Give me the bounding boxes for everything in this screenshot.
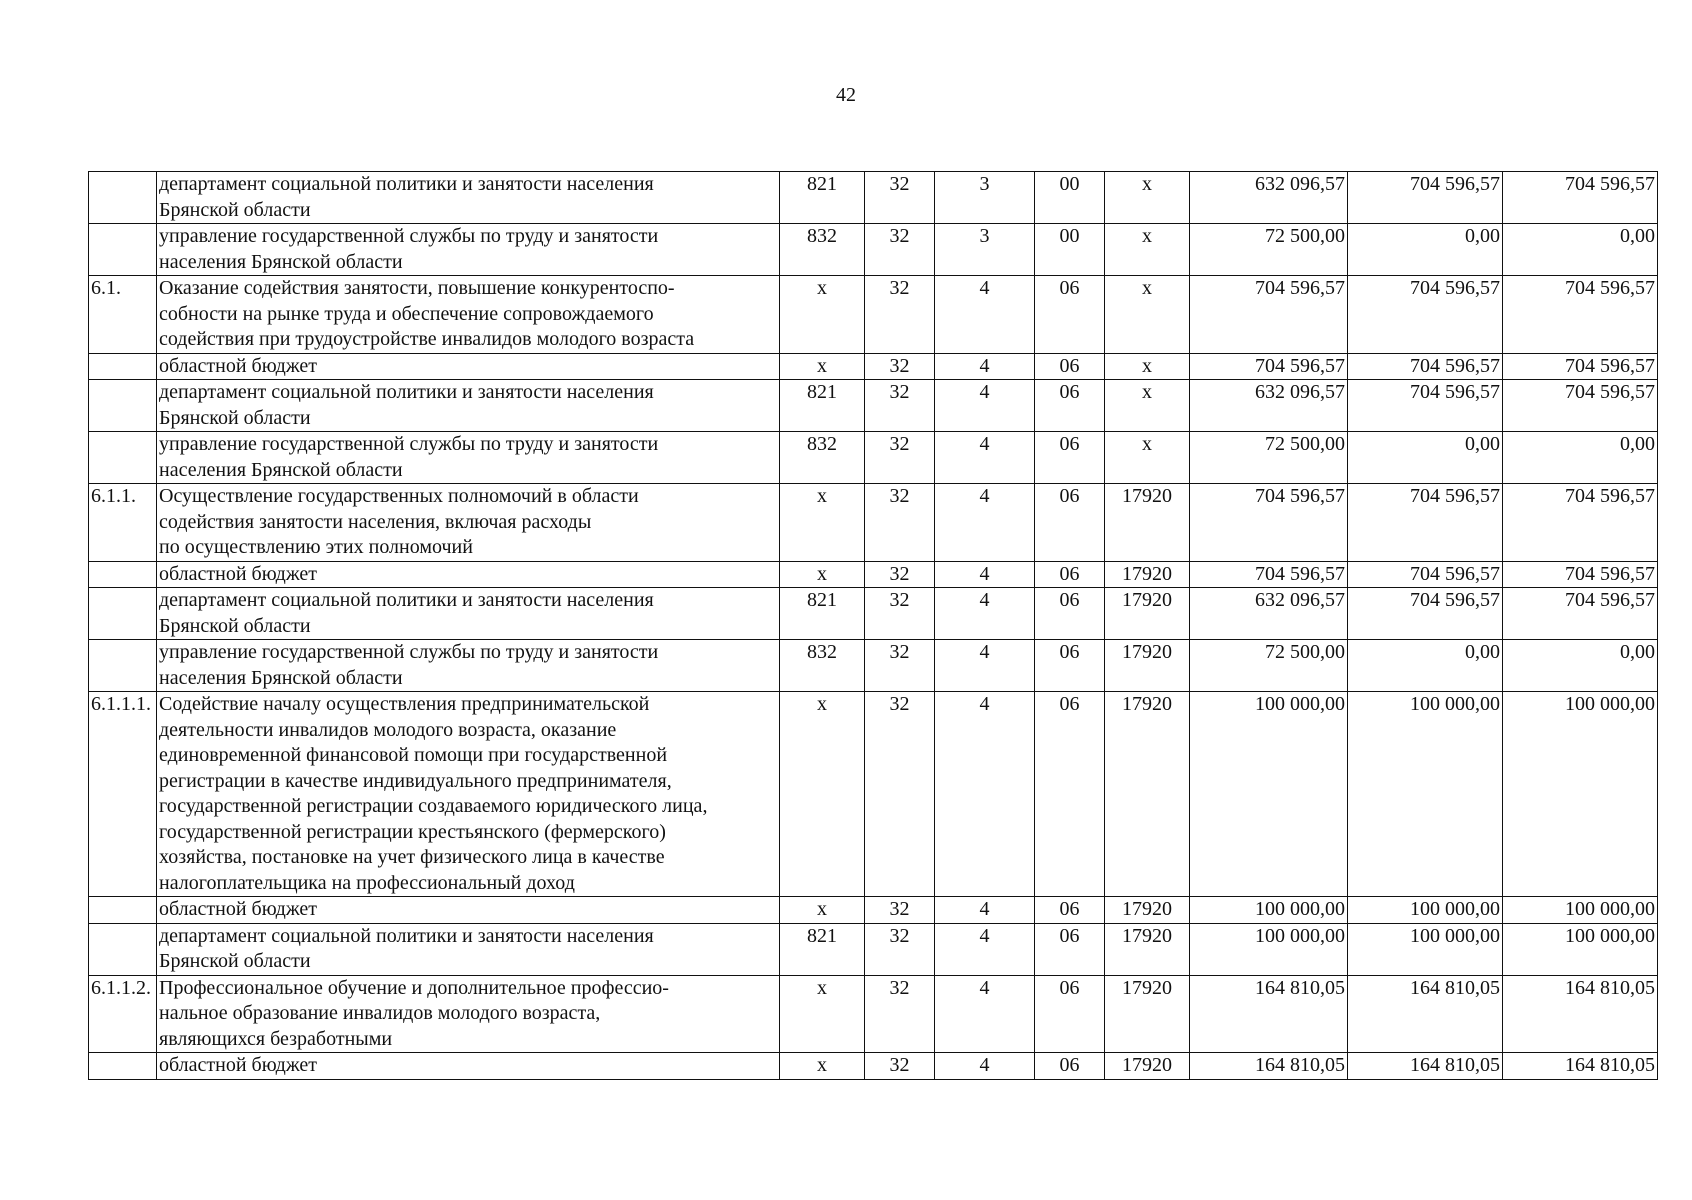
row-number-cell: 6.1.1.1. — [89, 692, 157, 897]
admin-code-cell: х — [780, 484, 865, 562]
row-number-cell: 6.1.1. — [89, 484, 157, 562]
direction-code-cell: х — [1105, 224, 1190, 276]
description-cell: Оказание содействия занятости, повышение конкурентоспо- собности на рынке труда и обеспечение сопровождаемого содействия при трудоустройстве инвалидов молодого возраста — [157, 276, 780, 354]
program-code-cell: 32 — [865, 1053, 935, 1080]
admin-code-cell: 832 — [780, 224, 865, 276]
direction-code-cell: х — [1105, 432, 1190, 484]
row-number-cell — [89, 561, 157, 588]
row-number-cell — [89, 432, 157, 484]
amount-year-2-cell: 100 000,00 — [1348, 692, 1503, 897]
subprogram-code-cell: 3 — [935, 172, 1035, 224]
admin-code-cell: 832 — [780, 640, 865, 692]
amount-year-3-cell: 704 596,57 — [1503, 353, 1658, 380]
amount-year-3-cell: 100 000,00 — [1503, 692, 1658, 897]
admin-code-cell: х — [780, 276, 865, 354]
table-row — [89, 172, 1658, 224]
amount-year-2-cell: 704 596,57 — [1348, 561, 1503, 588]
amount-year-3-cell: 164 810,05 — [1503, 1053, 1658, 1080]
event-code-cell: 00 — [1035, 224, 1105, 276]
subprogram-code-cell: 4 — [935, 640, 1035, 692]
subprogram-code-cell: 4 — [935, 923, 1035, 975]
table-row — [89, 380, 1658, 432]
direction-code-cell: 17920 — [1105, 975, 1190, 1053]
row-number-cell: 6.1.1.2. — [89, 975, 157, 1053]
amount-year-3-cell: 0,00 — [1503, 432, 1658, 484]
program-code-cell: 32 — [865, 224, 935, 276]
event-code-cell: 06 — [1035, 432, 1105, 484]
amount-year-3-cell: 704 596,57 — [1503, 172, 1658, 224]
subprogram-code-cell: 4 — [935, 353, 1035, 380]
row-number-cell — [89, 588, 157, 640]
subprogram-code-cell: 4 — [935, 276, 1035, 354]
amount-year-2-cell: 704 596,57 — [1348, 172, 1503, 224]
amount-year-2-cell: 704 596,57 — [1348, 380, 1503, 432]
event-code-cell: 06 — [1035, 276, 1105, 354]
subprogram-code-cell: 4 — [935, 692, 1035, 897]
admin-code-cell: 832 — [780, 432, 865, 484]
admin-code-cell: 821 — [780, 172, 865, 224]
amount-year-3-cell: 704 596,57 — [1503, 588, 1658, 640]
admin-code-cell: х — [780, 561, 865, 588]
event-code-cell: 06 — [1035, 353, 1105, 380]
direction-code-cell: х — [1105, 172, 1190, 224]
table-row — [89, 692, 1658, 897]
description-cell: департамент социальной политики и занятости населения Брянской области — [157, 588, 780, 640]
amount-year-1-cell: 704 596,57 — [1190, 561, 1348, 588]
table-row — [89, 897, 1658, 924]
subprogram-code-cell: 3 — [935, 224, 1035, 276]
row-number-cell — [89, 897, 157, 924]
program-code-cell: 32 — [865, 897, 935, 924]
direction-code-cell: 17920 — [1105, 640, 1190, 692]
amount-year-1-cell: 632 096,57 — [1190, 380, 1348, 432]
amount-year-1-cell: 72 500,00 — [1190, 432, 1348, 484]
amount-year-3-cell: 704 596,57 — [1503, 380, 1658, 432]
amount-year-2-cell: 704 596,57 — [1348, 484, 1503, 562]
amount-year-2-cell: 0,00 — [1348, 432, 1503, 484]
event-code-cell: 06 — [1035, 692, 1105, 897]
admin-code-cell: х — [780, 692, 865, 897]
event-code-cell: 06 — [1035, 484, 1105, 562]
event-code-cell: 06 — [1035, 380, 1105, 432]
amount-year-3-cell: 0,00 — [1503, 224, 1658, 276]
table-row — [89, 561, 1658, 588]
event-code-cell: 06 — [1035, 923, 1105, 975]
subprogram-code-cell: 4 — [935, 588, 1035, 640]
page-number: 42 — [836, 84, 856, 106]
budget-table — [88, 171, 1658, 1080]
direction-code-cell: 17920 — [1105, 1053, 1190, 1080]
table-row — [89, 975, 1658, 1053]
amount-year-2-cell: 704 596,57 — [1348, 353, 1503, 380]
program-code-cell: 32 — [865, 975, 935, 1053]
description-cell: областной бюджет — [157, 1053, 780, 1080]
amount-year-1-cell: 704 596,57 — [1190, 353, 1348, 380]
direction-code-cell: х — [1105, 353, 1190, 380]
program-code-cell: 32 — [865, 484, 935, 562]
direction-code-cell: х — [1105, 380, 1190, 432]
subprogram-code-cell: 4 — [935, 897, 1035, 924]
table-row — [89, 224, 1658, 276]
amount-year-1-cell: 164 810,05 — [1190, 1053, 1348, 1080]
amount-year-2-cell: 704 596,57 — [1348, 276, 1503, 354]
table-body — [89, 172, 1658, 1080]
description-cell: управление государственной службы по труду и занятости населения Брянской области — [157, 432, 780, 484]
description-cell: Осуществление государственных полномочий в области содействия занятости населения, включая расходы по осуществлению этих полномочий — [157, 484, 780, 562]
admin-code-cell: х — [780, 353, 865, 380]
amount-year-2-cell: 0,00 — [1348, 640, 1503, 692]
amount-year-2-cell: 100 000,00 — [1348, 923, 1503, 975]
program-code-cell: 32 — [865, 380, 935, 432]
table-row — [89, 276, 1658, 354]
direction-code-cell: 17920 — [1105, 588, 1190, 640]
amount-year-1-cell: 100 000,00 — [1190, 923, 1348, 975]
row-number-cell — [89, 172, 157, 224]
direction-code-cell: х — [1105, 276, 1190, 354]
amount-year-1-cell: 72 500,00 — [1190, 640, 1348, 692]
amount-year-3-cell: 704 596,57 — [1503, 561, 1658, 588]
direction-code-cell: 17920 — [1105, 692, 1190, 897]
subprogram-code-cell: 4 — [935, 380, 1035, 432]
direction-code-cell: 17920 — [1105, 561, 1190, 588]
amount-year-1-cell: 100 000,00 — [1190, 692, 1348, 897]
subprogram-code-cell: 4 — [935, 1053, 1035, 1080]
table-row — [89, 353, 1658, 380]
amount-year-1-cell: 164 810,05 — [1190, 975, 1348, 1053]
subprogram-code-cell: 4 — [935, 561, 1035, 588]
program-code-cell: 32 — [865, 276, 935, 354]
direction-code-cell: 17920 — [1105, 897, 1190, 924]
row-number-cell — [89, 353, 157, 380]
amount-year-2-cell: 704 596,57 — [1348, 588, 1503, 640]
admin-code-cell: х — [780, 975, 865, 1053]
amount-year-1-cell: 704 596,57 — [1190, 276, 1348, 354]
description-cell: управление государственной службы по труду и занятости населения Брянской области — [157, 224, 780, 276]
table-row — [89, 1053, 1658, 1080]
subprogram-code-cell: 4 — [935, 484, 1035, 562]
event-code-cell: 06 — [1035, 588, 1105, 640]
direction-code-cell: 17920 — [1105, 484, 1190, 562]
table-row — [89, 588, 1658, 640]
program-code-cell: 32 — [865, 692, 935, 897]
description-cell: департамент социальной политики и занятости населения Брянской области — [157, 923, 780, 975]
admin-code-cell: 821 — [780, 923, 865, 975]
admin-code-cell: 821 — [780, 588, 865, 640]
amount-year-2-cell: 164 810,05 — [1348, 975, 1503, 1053]
amount-year-1-cell: 632 096,57 — [1190, 588, 1348, 640]
row-number-cell — [89, 1053, 157, 1080]
admin-code-cell: х — [780, 897, 865, 924]
event-code-cell: 06 — [1035, 640, 1105, 692]
table-row — [89, 484, 1658, 562]
amount-year-2-cell: 100 000,00 — [1348, 897, 1503, 924]
event-code-cell: 06 — [1035, 897, 1105, 924]
program-code-cell: 32 — [865, 172, 935, 224]
row-number-cell: 6.1. — [89, 276, 157, 354]
program-code-cell: 32 — [865, 640, 935, 692]
event-code-cell: 06 — [1035, 975, 1105, 1053]
description-cell: областной бюджет — [157, 561, 780, 588]
row-number-cell — [89, 640, 157, 692]
program-code-cell: 32 — [865, 923, 935, 975]
description-cell: департамент социальной политики и занятости населения Брянской области — [157, 172, 780, 224]
table-row — [89, 432, 1658, 484]
row-number-cell — [89, 380, 157, 432]
event-code-cell: 06 — [1035, 1053, 1105, 1080]
subprogram-code-cell: 4 — [935, 975, 1035, 1053]
subprogram-code-cell: 4 — [935, 432, 1035, 484]
amount-year-3-cell: 100 000,00 — [1503, 923, 1658, 975]
event-code-cell: 00 — [1035, 172, 1105, 224]
amount-year-3-cell: 704 596,57 — [1503, 276, 1658, 354]
program-code-cell: 32 — [865, 561, 935, 588]
program-code-cell: 32 — [865, 432, 935, 484]
table-row — [89, 640, 1658, 692]
amount-year-3-cell: 0,00 — [1503, 640, 1658, 692]
amount-year-3-cell: 704 596,57 — [1503, 484, 1658, 562]
program-code-cell: 32 — [865, 353, 935, 380]
amount-year-3-cell: 100 000,00 — [1503, 897, 1658, 924]
description-cell: Содействие началу осуществления предпринимательской деятельности инвалидов молодого возраста, оказание единовременной финансовой помощи при государственной регистрации в качестве индивидуального предпринимателя, государственной регистрации создаваемого юридического лица, государственной регистрации крестьянского (фермерского) хозяйства, постановке на учет физического лица в качестве налогоплательщика на профессиональный доход — [157, 692, 780, 897]
table-row — [89, 923, 1658, 975]
amount-year-2-cell: 0,00 — [1348, 224, 1503, 276]
description-cell: управление государственной службы по труду и занятости населения Брянской области — [157, 640, 780, 692]
amount-year-3-cell: 164 810,05 — [1503, 975, 1658, 1053]
amount-year-1-cell: 704 596,57 — [1190, 484, 1348, 562]
direction-code-cell: 17920 — [1105, 923, 1190, 975]
description-cell: департамент социальной политики и занятости населения Брянской области — [157, 380, 780, 432]
admin-code-cell: 821 — [780, 380, 865, 432]
description-cell: Профессиональное обучение и дополнительное профессио- нальное образование инвалидов молодого возраста, являющихся безработными — [157, 975, 780, 1053]
row-number-cell — [89, 923, 157, 975]
amount-year-1-cell: 632 096,57 — [1190, 172, 1348, 224]
description-cell: областной бюджет — [157, 353, 780, 380]
event-code-cell: 06 — [1035, 561, 1105, 588]
amount-year-1-cell: 72 500,00 — [1190, 224, 1348, 276]
row-number-cell — [89, 224, 157, 276]
admin-code-cell: х — [780, 1053, 865, 1080]
amount-year-2-cell: 164 810,05 — [1348, 1053, 1503, 1080]
program-code-cell: 32 — [865, 588, 935, 640]
amount-year-1-cell: 100 000,00 — [1190, 897, 1348, 924]
description-cell: областной бюджет — [157, 897, 780, 924]
